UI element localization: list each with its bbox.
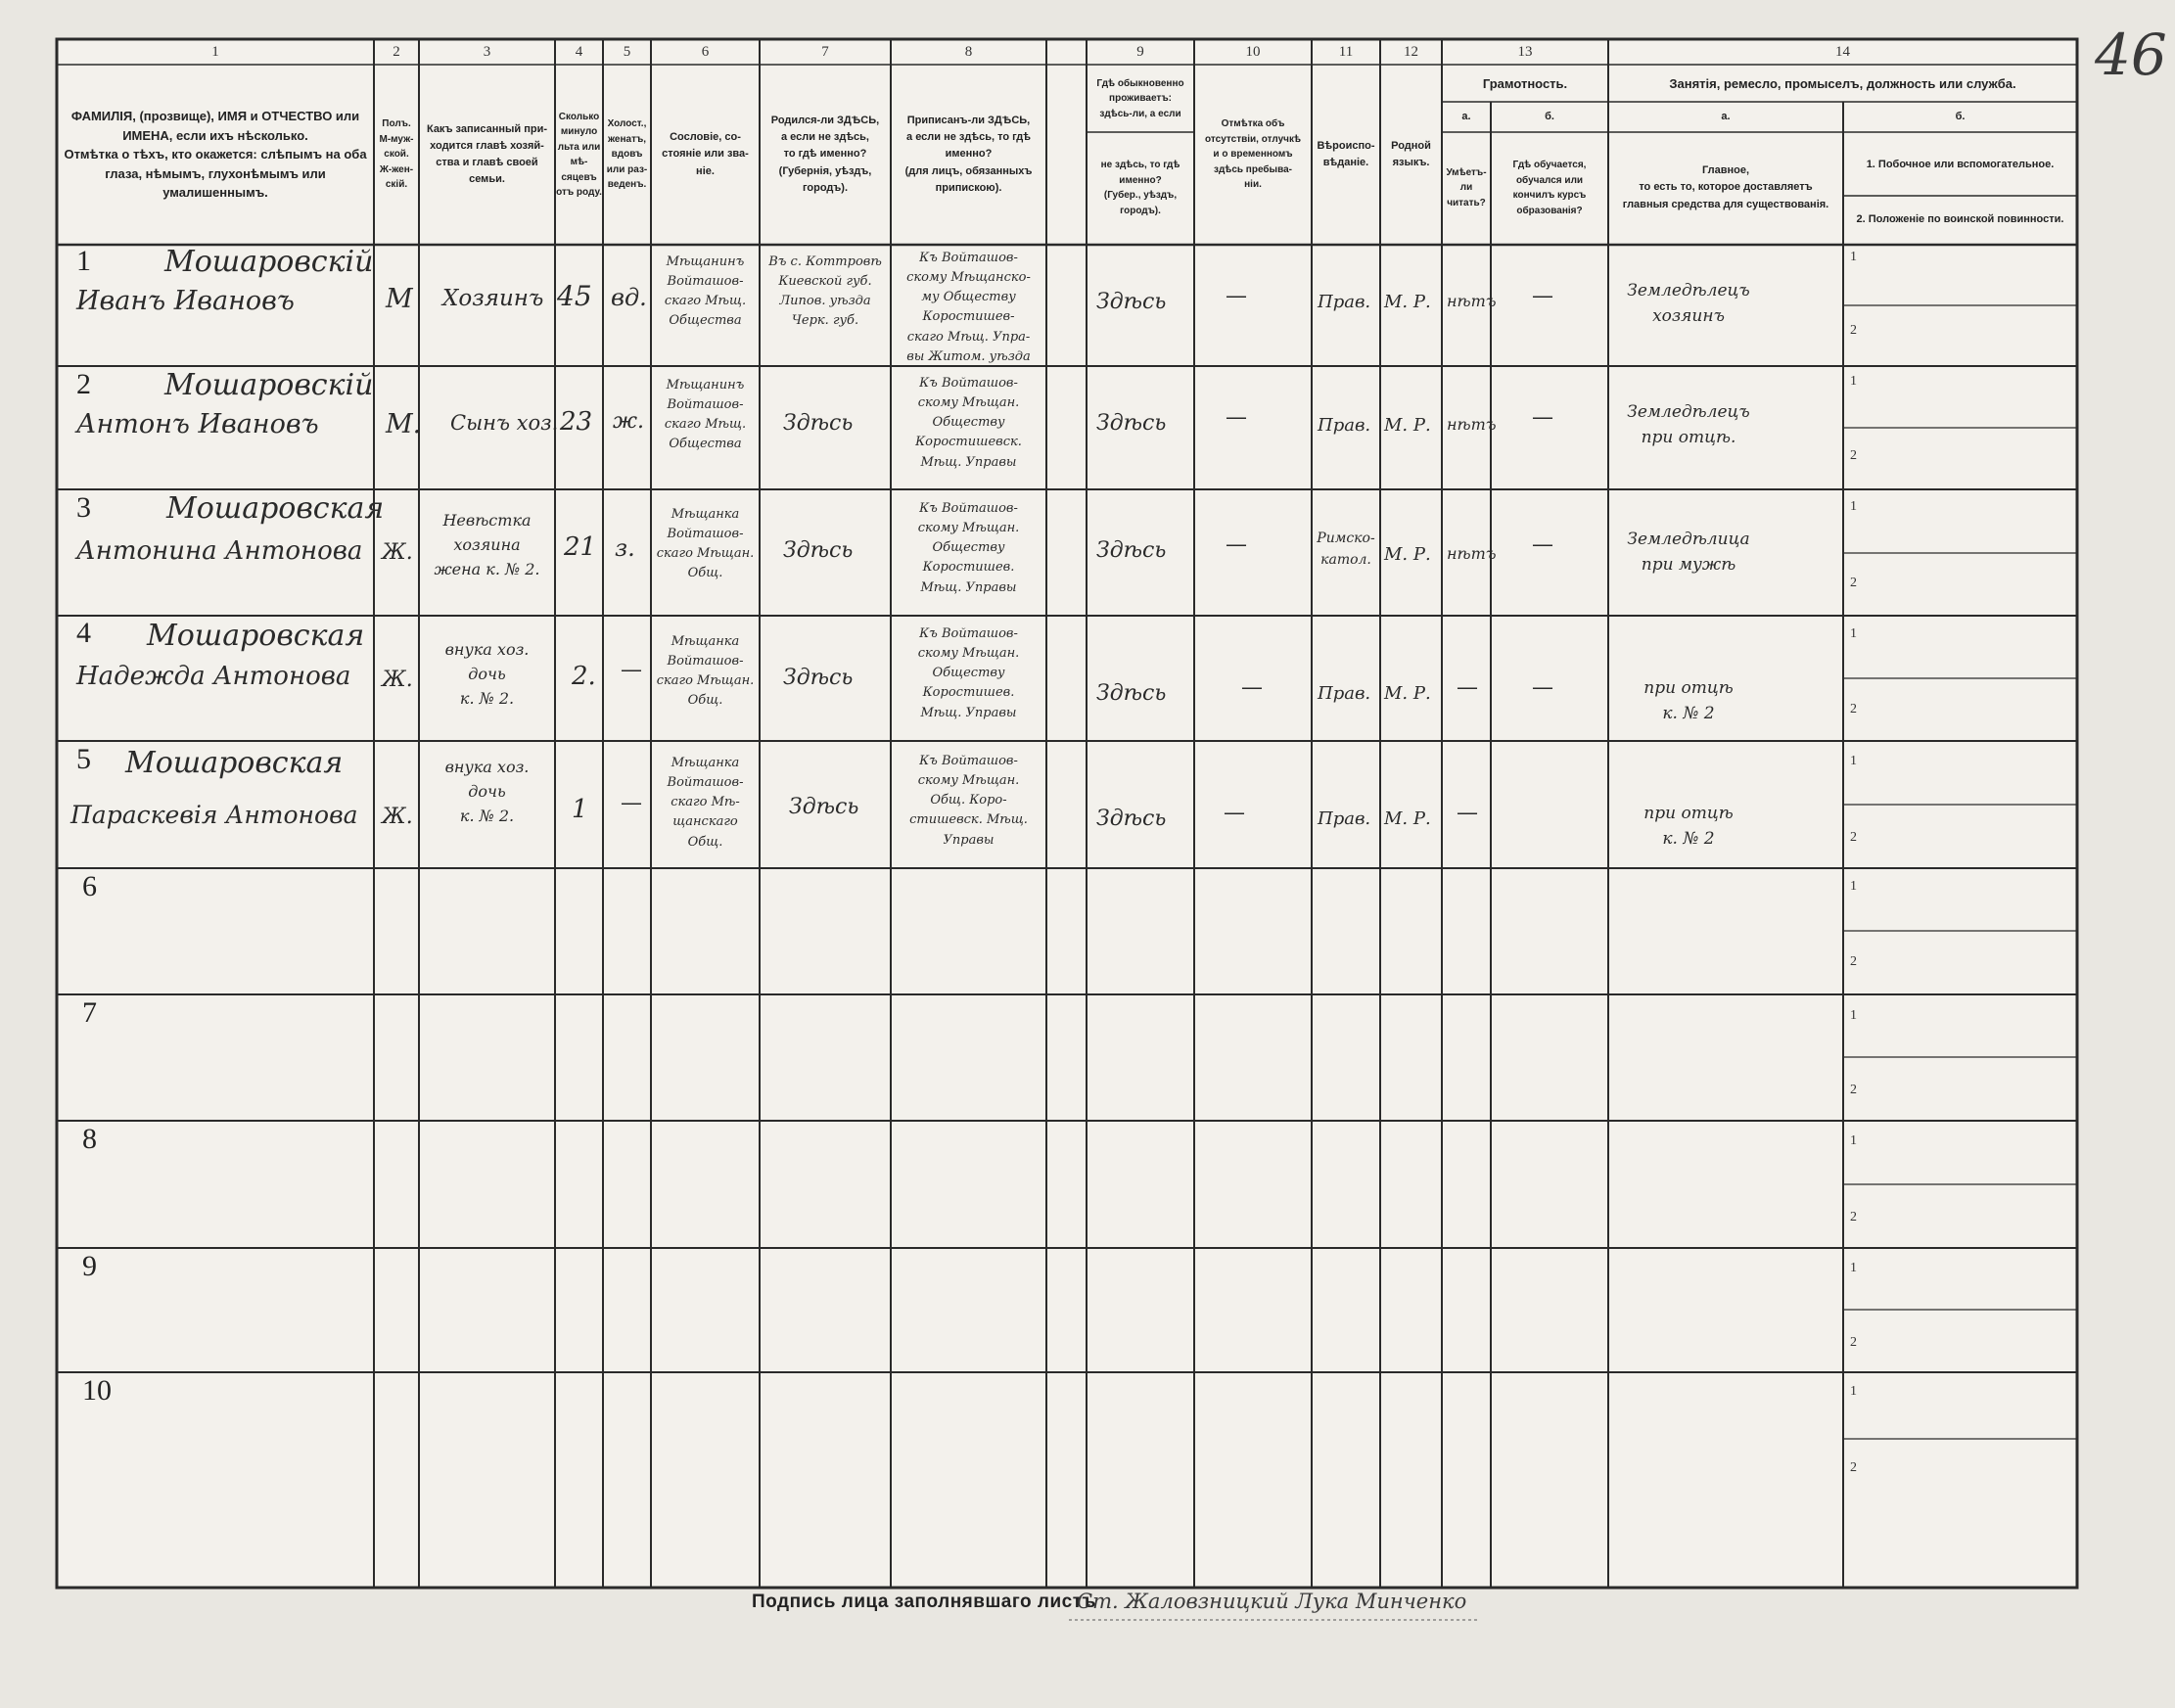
entry-birthplace: Здѣсь [783, 411, 854, 436]
signature-value: Ст. Жаловзницкий Лука Минченко [1077, 1590, 1467, 1613]
entry-occupation: Земледѣлица при мужѣ [1627, 530, 1750, 576]
sub-label: 2 [1850, 1460, 1857, 1475]
entry-religion: Прав. [1318, 415, 1371, 436]
entry-surname: Мошаровскій [164, 245, 374, 279]
entry-education: — [1532, 284, 1553, 308]
entry-registered: Къ Войташов- скому Мѣщан. Обществу Коростишев. Мѣщ. Управы [917, 501, 1020, 595]
header-occupation: Занятія, ремесло, промыселъ, должность или служба. [1669, 76, 2016, 92]
entry-relation: Сынъ хоз. [450, 411, 559, 435]
sub-label: 2 [1850, 323, 1857, 338]
header-name: ФАМИЛІЯ, (прозвище), ИМЯ и ОТЧЕСТВО или ИМЕНА, если ихъ нѣсколько. Отмѣтка о тѣхъ, кто окажется: слѣпымъ на оба глаза, нѣмымъ, глухонѣмымъ или умалишеннымъ. [64, 109, 367, 201]
entry-literate: нѣтъ [1447, 292, 1497, 310]
entry-registered: Къ Войташов- скому Мѣщан. Обществу Коростишев. Мѣщ. Управы [917, 626, 1020, 720]
entry-estate: Мѣщанинъ Войташов- скаго Мѣщ. Общества [664, 254, 747, 329]
entry-education: — [1532, 675, 1553, 700]
header-can-read: Умѣетъ- ли читать? [1446, 166, 1487, 208]
entry-registered: Къ Войташов- скому Мѣщан. Обществу Коростишевск. Мѣщ. Управы [915, 376, 1022, 470]
entry-religion: Прав. [1318, 808, 1371, 829]
header-birthplace: Родился-ли ЗДѢСЬ, а если не здѣсь, то гдѣ именно? (Губернія, уѣздъ, городъ). [770, 115, 880, 194]
header-residence-bottom: не здѣсь, то гдѣ именно? (Губер., уѣздъ, городъ). [1100, 160, 1180, 216]
entry-sex: Ж. [382, 668, 413, 692]
entry-language: М. Р. [1384, 683, 1431, 704]
sub-label: 1 [1850, 1133, 1857, 1148]
header-literacy-b: б. [1545, 110, 1554, 122]
entry-absence: — [1226, 405, 1247, 430]
entry-relation: внука хоз. дочь к. № 2. [444, 758, 530, 825]
entry-sex: М [386, 284, 413, 314]
entry-age: 21 [564, 532, 597, 562]
row-number: 1 [76, 245, 91, 277]
entry-surname: Мошаровская [125, 746, 344, 780]
entry-birthplace: Здѣсь [783, 538, 854, 563]
entry-occupation: при отцѣ к. № 2 [1643, 678, 1734, 724]
entry-residence: Здѣсь [1096, 807, 1167, 831]
entry-relation: Хозяинъ [442, 286, 544, 311]
sub-label: 1 [1850, 754, 1857, 768]
entry-absence: — [1226, 284, 1247, 308]
column-number-10: 10 [1245, 43, 1261, 60]
entry-registered: Къ Войташов- скому Мѣщанско- му Обществу Коростишев- скаго Мѣщ. Упра- вы Житом. уѣзда [906, 251, 1031, 364]
row-number: 6 [82, 870, 97, 902]
column-number-12: 12 [1404, 43, 1418, 60]
entry-absence: — [1226, 532, 1247, 557]
entry-language: М. Р. [1384, 808, 1431, 829]
header-absence: Отмѣтка объ отсутствіи, отлучкѣ и о временномъ здѣсь пребыва- ніи. [1205, 118, 1301, 191]
header-residence-top: Гдѣ обыкновенно проживаетъ: здѣсь-ли, а если [1096, 77, 1184, 119]
sheet-number: 46 [2095, 22, 2167, 88]
header-religion: Вѣроиспо- вѣданіе. [1317, 139, 1375, 168]
column-number-5: 5 [623, 43, 631, 60]
sub-label: 1 [1850, 374, 1857, 389]
entry-religion: Прав. [1318, 683, 1371, 704]
header-occupation-b: б. [1955, 110, 1966, 122]
entry-marital: вд. [611, 284, 647, 311]
entry-birthplace: Здѣсь [783, 666, 854, 690]
sub-label: 1 [1850, 499, 1857, 514]
sub-label: 1 [1850, 1008, 1857, 1023]
entry-religion: Римско- катол. [1317, 531, 1375, 568]
column-number-11: 11 [1338, 43, 1354, 60]
sub-label: 1 [1850, 1261, 1857, 1275]
sub-label: 2 [1850, 448, 1857, 463]
header-relation: Какъ записанный при- ходится главѣ хозяй- ства и главѣ своей семьи. [426, 122, 548, 186]
header-secondary-occupation: 1. Побочное или вспомогательное. [1866, 158, 2055, 170]
entry-surname: Мошаровскій [164, 368, 374, 402]
entry-marital: з. [615, 534, 635, 562]
sub-label: 2 [1850, 1083, 1857, 1097]
entry-given-name: Антонина Антонова [76, 536, 363, 566]
column-number-8: 8 [964, 43, 973, 60]
column-number-13: 13 [1517, 43, 1533, 60]
header-occupation-a: а. [1721, 110, 1731, 122]
entry-surname: Мошаровская [166, 491, 385, 526]
column-number-3: 3 [483, 43, 491, 60]
entry-age: 23 [560, 407, 593, 437]
entry-literate: нѣтъ [1447, 415, 1497, 434]
entry-education: — [1532, 405, 1553, 430]
entry-absence: — [1224, 801, 1245, 825]
entry-language: М. Р. [1384, 415, 1431, 436]
sub-label: 1 [1850, 626, 1857, 641]
column-number-7: 7 [821, 43, 829, 60]
entry-marital: ж. [613, 409, 645, 434]
entry-occupation: при отцѣ к. № 2 [1643, 804, 1734, 850]
header-main-occupation: Главное, то есть то, которое доставляетъ главныя средства для существованія. [1622, 164, 1829, 210]
row-number: 7 [82, 996, 97, 1029]
row-number: 8 [82, 1123, 97, 1155]
entry-sex: М. [386, 409, 422, 439]
entry-literate: — [1457, 675, 1478, 700]
entry-marital: — [621, 791, 642, 815]
header-literacy-a: а. [1461, 110, 1471, 122]
sub-label: 2 [1850, 830, 1857, 845]
row-number: 10 [82, 1374, 112, 1407]
column-number-14: 14 [1835, 43, 1850, 60]
entry-given-name: Антонъ Ивановъ [76, 409, 319, 439]
header-sex: Полъ. М-муж- ской. Ж-жен- скій. [379, 118, 414, 191]
sub-label: 1 [1850, 250, 1857, 264]
sub-label: 1 [1850, 1384, 1857, 1399]
entry-marital: — [621, 658, 642, 682]
entry-literate: — [1457, 801, 1478, 825]
entry-estate: Мѣщанинъ Войташов- скаго Мѣщ. Общества [664, 378, 747, 452]
entry-relation: внука хоз. дочь к. № 2. [444, 640, 530, 708]
column-number-1: 1 [211, 43, 219, 60]
entry-education: — [1532, 532, 1553, 557]
sub-label: 2 [1850, 1210, 1857, 1224]
row-number: 4 [76, 617, 91, 649]
signature-label: Подпись лица заполнявшаго листъ [752, 1592, 1096, 1612]
column-number-2: 2 [393, 43, 400, 60]
entry-given-name: Параскевія Антонова [70, 801, 358, 829]
entry-registered: Къ Войташов- скому Мѣщан. Общ. Коро- стишевск. Мѣщ. Управы [909, 754, 1028, 848]
row-number: 9 [82, 1250, 97, 1282]
header-literacy: Грамотность. [1482, 76, 1568, 92]
row-number: 5 [76, 743, 91, 775]
row-number: 3 [76, 491, 91, 524]
entry-occupation: Земледѣлецъ при отцѣ. [1627, 402, 1750, 448]
header-education: Гдѣ обучается, обучался или кончилъ курсъ образованія? [1512, 160, 1587, 216]
header-age: Сколько минуло льта или мѣ- сяцевъ отъ роду. [556, 111, 602, 198]
entry-age: 1 [572, 795, 588, 824]
column-number-6: 6 [701, 43, 710, 60]
header-marital: Холост., женатъ, вдовъ или раз- веденъ. [606, 118, 648, 191]
sub-label: 2 [1850, 702, 1857, 716]
sub-label: 1 [1850, 879, 1857, 894]
column-number-4: 4 [575, 43, 583, 60]
entry-sex: Ж. [382, 805, 413, 829]
column-number-9: 9 [1136, 43, 1144, 60]
signature-line [1069, 1617, 1480, 1623]
entry-residence: Здѣсь [1096, 538, 1167, 563]
header-military-status: 2. Положеніе по воинской повинности. [1856, 213, 2064, 226]
header-registered: Приписанъ-ли ЗДѢСЬ, а если не здѣсь, то гдѣ именно? (для лицъ, обязанныхъ припискою). [904, 115, 1033, 194]
entry-age: 45 [557, 280, 592, 312]
entry-surname: Мошаровская [147, 619, 365, 653]
entry-estate: Мѣщанка Войташов- скаго Мѣщан. Общ. [656, 634, 755, 709]
sub-label: 2 [1850, 1335, 1857, 1350]
entry-given-name: Иванъ Ивановъ [76, 286, 295, 316]
sub-label: 2 [1850, 954, 1857, 969]
entry-religion: Прав. [1318, 292, 1371, 312]
row-number: 2 [76, 368, 91, 400]
entry-occupation: Земледѣлецъ хозяинъ [1627, 281, 1750, 327]
entry-estate: Мѣщанка Войташов- скаго Мѣ- щанскаго Общ. [667, 756, 744, 850]
entry-absence: — [1241, 675, 1263, 700]
sub-label: 2 [1850, 576, 1857, 590]
entry-age: 2. [572, 662, 596, 691]
entry-residence: Здѣсь [1096, 681, 1167, 706]
entry-language: М. Р. [1384, 292, 1431, 312]
entry-given-name: Надежда Антонова [76, 662, 351, 691]
header-language: Родной языкъ. [1391, 139, 1431, 168]
entry-relation: Невѣстка хозяина жена к. № 2. [434, 511, 540, 578]
entry-estate: Мѣщанка Войташов- скаго Мѣщан. Общ. [656, 507, 755, 581]
entry-sex: Ж. [382, 540, 413, 565]
entry-residence: Здѣсь [1096, 411, 1167, 436]
entry-birthplace: Здѣсь [789, 795, 859, 819]
entry-residence: Здѣсь [1096, 290, 1167, 314]
entry-birthplace: Въ с. Коттровѣ Киевской губ. Липов. уѣзда Черк. губ. [768, 254, 882, 329]
entry-literate: нѣтъ [1447, 544, 1497, 563]
entry-language: М. Р. [1384, 544, 1431, 565]
header-estate: Сословіе, со- стояніе или зва- ніе. [662, 131, 749, 177]
